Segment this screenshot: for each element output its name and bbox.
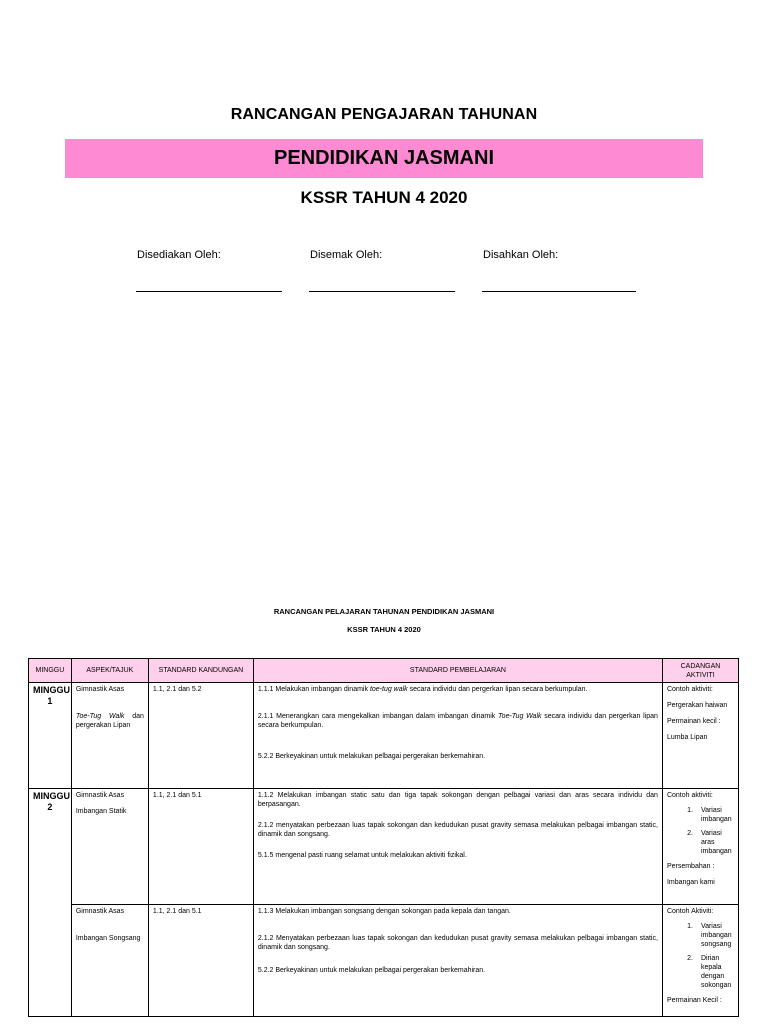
aspect-subtitle: Imbangan Statik bbox=[75, 808, 127, 815]
prepared-by-signature-line bbox=[136, 291, 282, 292]
week-1-label: MINGGU 1 bbox=[29, 683, 72, 789]
header-learning-standard: STANDARD PEMBELAJARAN bbox=[253, 659, 662, 683]
week-2a-learning-standard bbox=[253, 789, 662, 905]
learning-standard-item: 5.1.5 mengenal pasti ruang selamat untuk melakukan aktiviti fizikal. bbox=[257, 852, 467, 859]
checked-by-signature-line bbox=[309, 291, 455, 292]
week-2b-content-standard: 1.1, 2.1 dan 5.1 bbox=[148, 905, 253, 1017]
activity-text: Imbangan kami bbox=[666, 879, 715, 886]
week-2a-content-standard: 1.1, 2.1 dan 5.1 bbox=[148, 789, 253, 905]
learning-standard-item: 5.2.2 Berkeyakinan untuk melakukan pelbagai pergerakan berkemahiran. bbox=[257, 753, 486, 760]
header-suggested-activity: CADANGAN AKTIVITI bbox=[662, 659, 738, 683]
header-content-standard: STANDARD KANDUNGAN bbox=[148, 659, 253, 683]
approved-by-signature-line bbox=[482, 291, 636, 292]
week-1-aspect bbox=[71, 683, 148, 789]
aspect-title: Gimnastik Asas bbox=[75, 792, 125, 799]
week-2-label: MINGGU 2 bbox=[29, 789, 72, 1017]
list-item: 1. Variasi imbangan bbox=[695, 806, 734, 824]
list-item: 1. Variasi imbangan songsang bbox=[695, 922, 734, 949]
aspect-subtitle: Imbangan Songsang bbox=[75, 935, 141, 942]
header-week: MINGGU bbox=[29, 659, 72, 683]
learning-standard-item: 2.1.2 menyatakan perbezaan luas tapak sokongan dan kedudukan pusat gravity semasa melakukan pelbagai imbangan static, dinamik dan songsang. bbox=[257, 822, 658, 838]
table-row bbox=[29, 683, 739, 789]
year-title: KSSR TAHUN 4 2020 bbox=[300, 188, 468, 207]
aspect-title: Gimnastik Asas bbox=[75, 908, 125, 915]
table-title: RANCANGAN PELAJARAN TAHUNAN PENDIDIKAN JASMANI bbox=[273, 607, 495, 616]
aspect-subtitle: Toe-Tug Walk dan pergerakan Lipan bbox=[75, 713, 144, 729]
header-aspect: ASPEK/TAJUK bbox=[71, 659, 148, 683]
learning-standard-item: 1.1.2 Melakukan imbangan static satu dan tiga tapak sokongan dengan pelbagai variasi dan aras secara individu dan berpasangan. bbox=[257, 792, 658, 808]
list-item: 2. Dirian kepala dengan sokongan bbox=[695, 954, 734, 990]
table-header-row bbox=[29, 659, 739, 683]
learning-standard-item: 5.2.2 Berkeyakinan untuk melakukan pelbagai pergerakan berkemahiran. bbox=[257, 967, 486, 974]
activity-text: Permainan Kecil : bbox=[666, 997, 722, 1004]
week-2b-activity bbox=[662, 905, 738, 1017]
week-2a-aspect bbox=[71, 789, 148, 905]
week-2a-activity bbox=[662, 789, 738, 905]
activity-list bbox=[667, 806, 734, 856]
learning-standard-item: 1.1.1 Melakukan imbangan dinamik toe-tug walk secara individu dan pergerkan lipan secara berkumpulan. bbox=[257, 686, 588, 693]
activity-text: Contoh aktiviti: bbox=[666, 792, 713, 799]
activity-text: Lumba Lipan bbox=[666, 734, 708, 741]
learning-standard-item: 2.1.2 Menyatakan perbezaan luas tapak sokongan dan kedudukan pusat gravity semasa melakukan pelbagai imbangan static, dinamik dan songsang. bbox=[257, 935, 658, 951]
week-1-content-standard: 1.1, 2.1 dan 5.2 bbox=[148, 683, 253, 789]
activity-text: Permainan kecil : bbox=[666, 718, 721, 725]
learning-standard-item: 2.1.1 Menerangkan cara mengekalkan imbangan dalam imbangan dinamik Toe-Tug Walk secara individu dan pergerkan lipan secara berkumpulan. bbox=[257, 713, 658, 729]
lesson-plan-table bbox=[28, 658, 739, 1017]
week-2b-learning-standard bbox=[253, 905, 662, 1017]
document-title: RANCANGAN PENGAJARAN TAHUNAN bbox=[230, 106, 538, 123]
week-1-learning-standard bbox=[253, 683, 662, 789]
checked-by-label: Disemak Oleh: bbox=[310, 249, 383, 261]
subject-title: PENDIDIKAN JASMANI bbox=[273, 147, 495, 169]
activity-text: Pergerakan haiwan bbox=[666, 702, 728, 709]
activity-text: Contoh aktiviti: bbox=[666, 686, 713, 693]
list-item: 2. Variasi aras imbangan bbox=[695, 829, 734, 856]
week-1-activity bbox=[662, 683, 738, 789]
week-2b-aspect bbox=[71, 905, 148, 1017]
table-subtitle: KSSR TAHUN 4 2020 bbox=[347, 625, 421, 634]
activity-text: Contoh Aktiviti: bbox=[666, 908, 714, 915]
activity-text: Persembahan : bbox=[666, 863, 715, 870]
table-row bbox=[29, 905, 739, 1017]
table-row bbox=[29, 789, 739, 905]
prepared-by-label: Disediakan Oleh: bbox=[137, 249, 221, 261]
learning-standard-item: 1.1.3 Melakukan imbangan songsang dengan sokongan pada kepala dan tangan. bbox=[257, 908, 511, 915]
approved-by-label: Disahkan Oleh: bbox=[483, 249, 559, 261]
aspect-title: Gimnastik Asas bbox=[75, 686, 125, 693]
subject-banner bbox=[65, 139, 703, 178]
activity-list bbox=[667, 922, 734, 990]
